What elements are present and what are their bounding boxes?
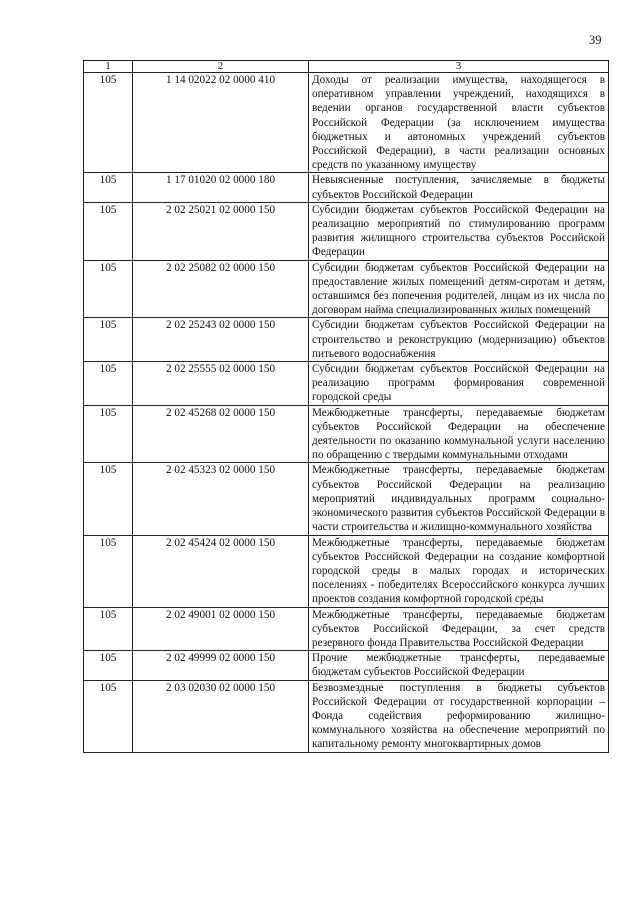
revenue-name-cell: Субсидии бюджетам субъектов Российской Федерации на реализацию программ формирования современной городской среды (309, 362, 609, 406)
admin-code-cell: 105 (84, 202, 133, 260)
revenue-codes-table (83, 60, 609, 753)
revenue-name-cell: Субсидии бюджетам субъектов Российской Федерации на строительство и реконструкцию (модернизацию) объектов питьевого водоснабжения (309, 318, 609, 362)
admin-code-cell: 105 (84, 535, 133, 607)
revenue-name-cell: Прочие межбюджетные трансферты, передаваемые бюджетам субъектов Российской Федерации (309, 651, 609, 680)
admin-code-cell: 105 (84, 260, 133, 318)
column-header-2: 2 (133, 61, 309, 73)
budget-classification-code-cell: 2 02 25243 02 0000 150 (133, 318, 309, 362)
admin-code-cell: 105 (84, 463, 133, 535)
table-row (84, 405, 609, 463)
budget-classification-code-cell: 1 17 01020 02 0000 180 (133, 173, 309, 202)
budget-classification-code-cell: 2 02 25021 02 0000 150 (133, 202, 309, 260)
revenue-name-cell: Субсидии бюджетам субъектов Российской Федерации на реализацию мероприятий по стимулированию программ развития жилищного строительства субъектов Российской Федерации (309, 202, 609, 260)
table-row (84, 73, 609, 173)
admin-code-cell: 105 (84, 607, 133, 651)
table-row (84, 318, 609, 362)
revenue-name-cell: Межбюджетные трансферты, передаваемые бюджетам субъектов Российской Федерации на реализацию мероприятий индивидуальных программ социально-экономического развития субъектов Российской Федерации в части строительства и жилищно-коммунального хозяйства (309, 463, 609, 535)
budget-classification-code-cell: 2 02 45323 02 0000 150 (133, 463, 309, 535)
budget-classification-code-cell: 2 03 02030 02 0000 150 (133, 680, 309, 752)
table-body (84, 73, 609, 753)
table-row (84, 362, 609, 406)
admin-code-cell: 105 (84, 405, 133, 463)
table-header-row (84, 61, 609, 73)
revenue-name-cell: Безвозмездные поступления в бюджеты субъектов Российской Федерации от государственной корпорации – Фонда содействия реформированию жилищно-коммунального хозяйства на обеспечение мероприятий по капитальному ремонту многоквартирных домов (309, 680, 609, 752)
budget-classification-code-cell: 2 02 45424 02 0000 150 (133, 535, 309, 607)
budget-classification-code-cell: 2 02 45268 02 0000 150 (133, 405, 309, 463)
admin-code-cell: 105 (84, 318, 133, 362)
page-number: 39 (589, 33, 602, 47)
revenue-name-cell: Субсидии бюджетам субъектов Российской Федерации на предоставление жилых помещений детям-сиротам и детям, оставшимся без попечения родителей, лицам из их числа по договорам найма специализированных жилых помещений (309, 260, 609, 318)
budget-classification-code-cell: 2 02 25555 02 0000 150 (133, 362, 309, 406)
revenue-name-cell: Межбюджетные трансферты, передаваемые бюджетам субъектов Российской Федерации, за счет средств резервного фонда Правительства Российской Федерации (309, 607, 609, 651)
budget-classification-code-cell: 2 02 49999 02 0000 150 (133, 651, 309, 680)
budget-classification-code-cell: 1 14 02022 02 0000 410 (133, 73, 309, 173)
revenue-name-cell: Доходы от реализации имущества, находящегося в оперативном управлении учреждений, находящихся в ведении органов государственной власти субъектов Российской Федерации (за исключением имущества бюджетных и автономных учреждений субъектов Российской Федерации), в части реализации основных средств по указанному имуществу (309, 73, 609, 173)
budget-classification-code-cell: 2 02 49001 02 0000 150 (133, 607, 309, 651)
admin-code-cell: 105 (84, 680, 133, 752)
table-row (84, 463, 609, 535)
table-row (84, 651, 609, 680)
admin-code-cell: 105 (84, 362, 133, 406)
table-row (84, 535, 609, 607)
admin-code-cell: 105 (84, 173, 133, 202)
table-row (84, 607, 609, 651)
table-row (84, 173, 609, 202)
table-row (84, 202, 609, 260)
revenue-name-cell: Межбюджетные трансферты, передаваемые бюджетам субъектов Российской Федерации на создание комфортной городской среды в малых городах и исторических поселениях - победителях Всероссийского конкурса лучших проектов создания комфортной городской среды (309, 535, 609, 607)
table-row (84, 680, 609, 752)
admin-code-cell: 105 (84, 651, 133, 680)
column-header-3: 3 (309, 61, 609, 73)
column-header-1: 1 (84, 61, 133, 73)
admin-code-cell: 105 (84, 73, 133, 173)
budget-classification-code-cell: 2 02 25082 02 0000 150 (133, 260, 309, 318)
table-row (84, 260, 609, 318)
revenue-name-cell: Межбюджетные трансферты, передаваемые бюджетам субъектов Российской Федерации на обеспечение деятельности по оказанию коммунальной услуги населению по обращению с твердыми коммунальными отходами (309, 405, 609, 463)
revenue-name-cell: Невыясненные поступления, зачисляемые в бюджеты субъектов Российской Федерации (309, 173, 609, 202)
